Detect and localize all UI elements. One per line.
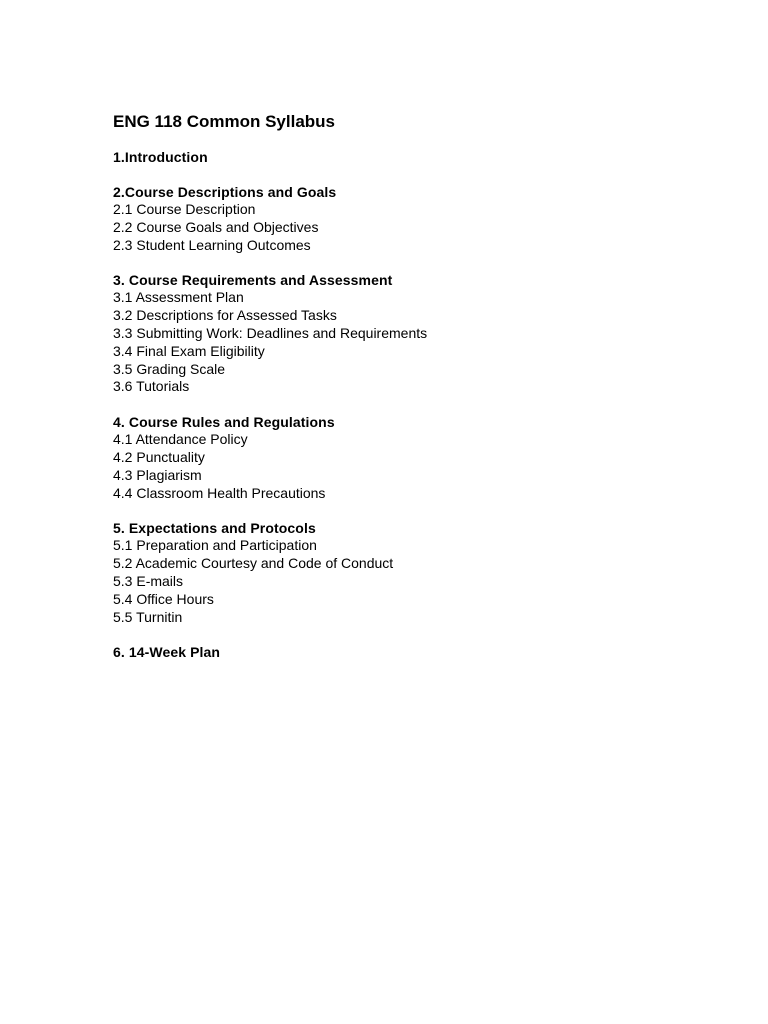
subsection-item: 3.5 Grading Scale xyxy=(113,360,226,377)
subsection-item: 5.4 Office Hours xyxy=(113,590,214,607)
section-heading: 6. 14-Week Plan xyxy=(113,644,221,661)
section-course-descriptions xyxy=(113,183,713,254)
subsection-item: 2.2 Course Goals and Objectives xyxy=(113,218,319,235)
subsection-item: 2.1 Course Description xyxy=(113,201,256,217)
subsection-item: 4.4 Classroom Health Precautions xyxy=(113,484,326,501)
subsection-item: 5.3 E-mails xyxy=(113,572,184,589)
subsection-item: 3.1 Assessment Plan xyxy=(113,289,244,306)
section-heading: 2.Course Descriptions and Goals xyxy=(113,184,337,200)
section-expectations xyxy=(113,519,713,626)
subsection-item: 4.3 Plagiarism xyxy=(113,466,202,483)
subsection-item: 3.6 Tutorials xyxy=(113,378,190,395)
syllabus-page xyxy=(113,111,713,678)
subsection-item: 2.3 Student Learning Outcomes xyxy=(113,236,311,253)
subsection-item: 5.2 Academic Courtesy and Code of Conduct xyxy=(113,555,394,572)
section-week-plan xyxy=(113,643,713,661)
subsection-item: 3.3 Submitting Work: Deadlines and Requirements xyxy=(113,324,428,341)
subsection-item: 5.5 Turnitin xyxy=(113,608,183,625)
subsection-item: 5.1 Preparation and Participation xyxy=(113,537,317,554)
subsection-item: 4.1 Attendance Policy xyxy=(113,431,248,448)
section-course-rules xyxy=(113,413,713,502)
subsection-item: 3.4 Final Exam Eligibility xyxy=(113,342,265,359)
subsection-item: 4.2 Punctuality xyxy=(113,448,205,465)
section-introduction xyxy=(113,148,713,166)
document-title: ENG 118 Common Syllabus xyxy=(113,112,336,131)
subsection-item: 3.2 Descriptions for Assessed Tasks xyxy=(113,307,337,324)
section-heading: 4. Course Rules and Regulations xyxy=(113,414,335,431)
section-heading: 3. Course Requirements and Assessment xyxy=(113,272,393,289)
section-heading: 5. Expectations and Protocols xyxy=(113,520,316,537)
section-course-requirements xyxy=(113,271,713,396)
section-heading: 1.Introduction xyxy=(113,149,208,165)
